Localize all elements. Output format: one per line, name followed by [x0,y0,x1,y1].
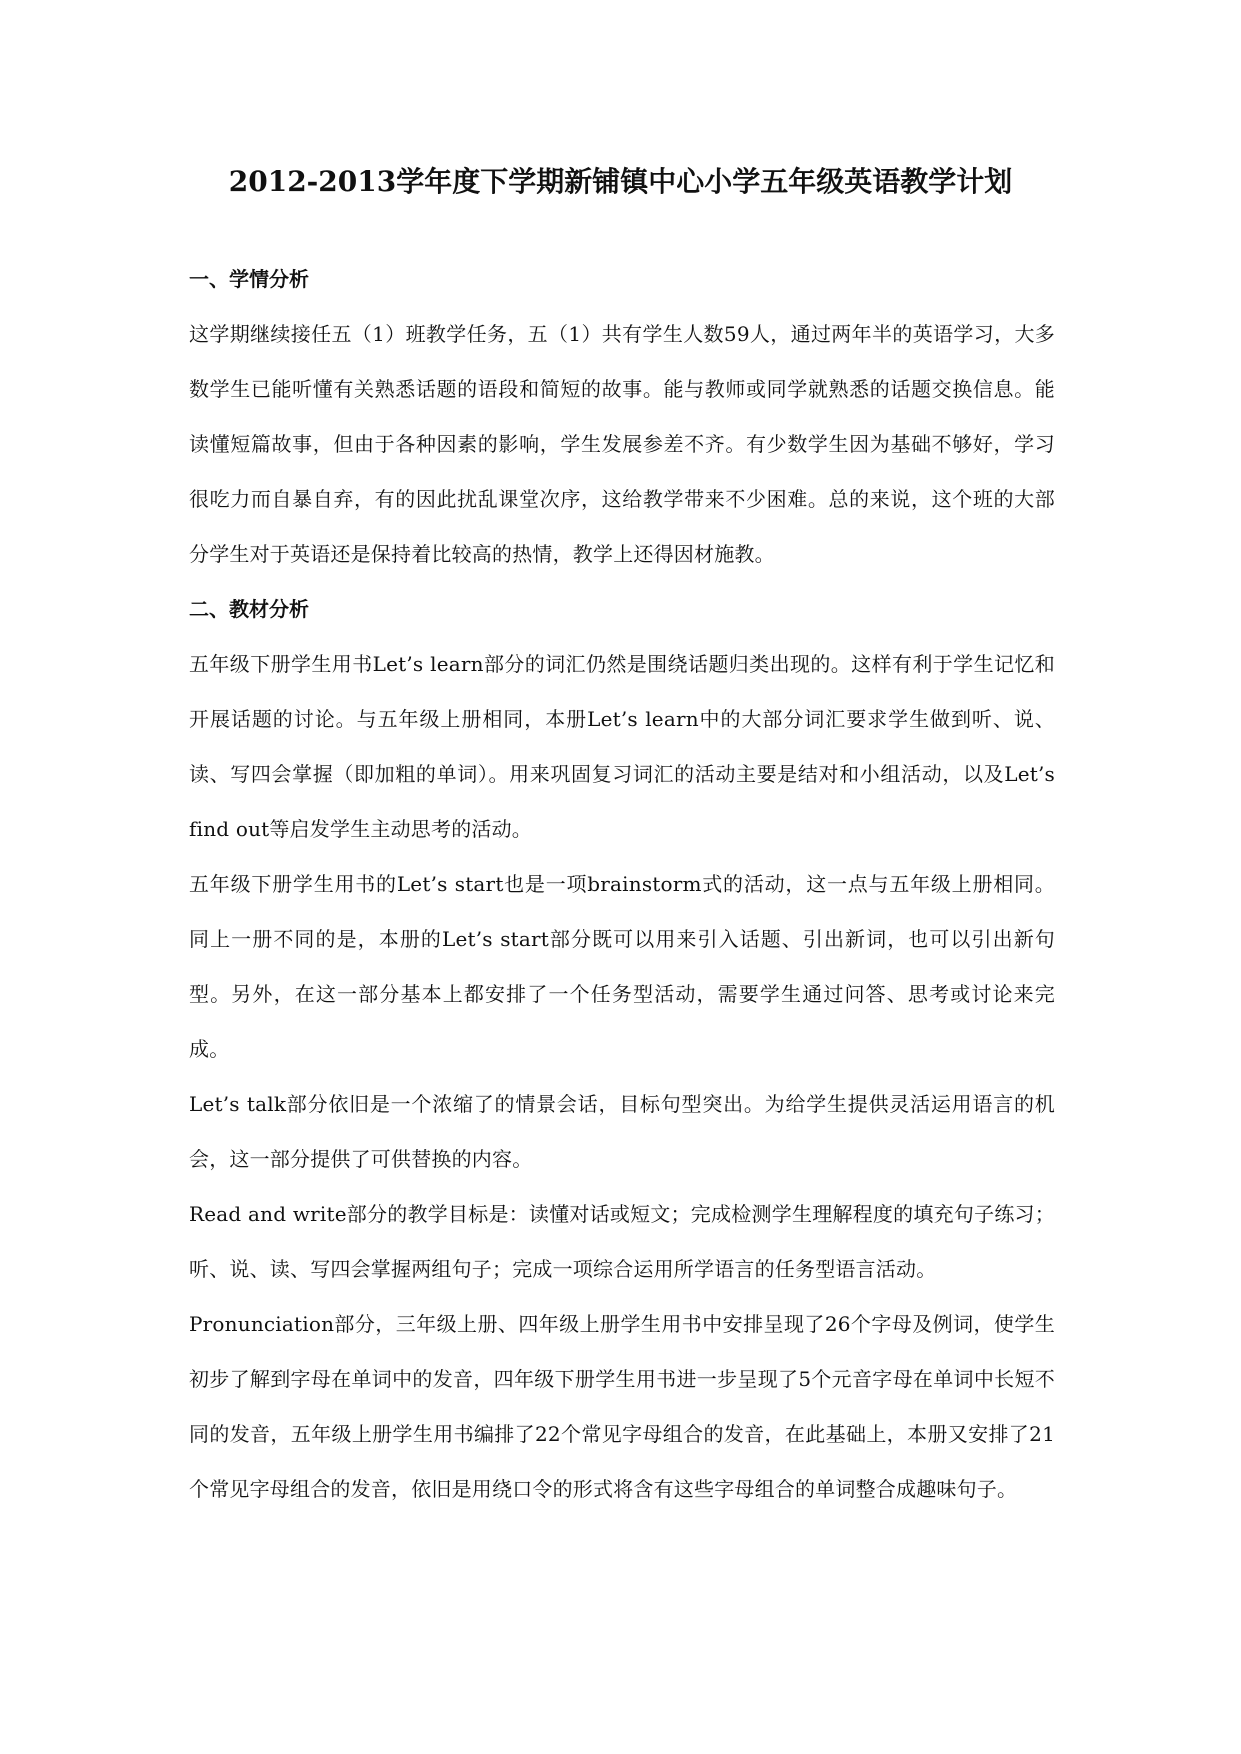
document-body [189,252,1055,1517]
section-heading: 二、教材分析 [189,597,309,621]
paragraph: Pronunciation部分，三年级上册、四年级上册学生用书中安排呈现了26个字母及例词，使学生初步了解到字母在单词中的发音，四年级下册学生用书进一步呈现了5个元音字母在单词中长短不同的发音，五年级上册学生用书编排了22个常见字母组合的发音，在此基础上，本册又安排了21个常见字母组合的发音，依旧是用绕口令的形式将含有这些字母组合的单词整合成趣味句子。 [189,1312,1055,1501]
paragraph: Let’s talk部分依旧是一个浓缩了的情景会话，目标句型突出。为给学生提供灵活运用语言的机会，这一部分提供了可供替换的内容。 [189,1092,1055,1171]
document-title: 2012-2013学年度下学期新铺镇中心小学五年级英语教学计划 [228,165,1013,198]
paragraph: Read and write部分的教学目标是：读懂对话或短文；完成检测学生理解程度的填充句子练习；听、说、读、写四会掌握两组句子；完成一项综合运用所学语言的任务型语言活动。 [189,1202,1055,1281]
paragraph: 这学期继续接任五（1）班教学任务，五（1）共有学生人数59人，通过两年半的英语学习，大多数学生已能听懂有关熟悉话题的语段和简短的故事。能与教师或同学就熟悉的话题交换信息。能读懂短篇故事，但由于各种因素的影响，学生发展参差不齐。有少数学生因为基础不够好，学习很吃力而自暴自弃，有的因此扰乱课堂次序，这给教学带来不少困难。总的来说，这个班的大部分学生对于英语还是保持着比较高的热情，教学上还得因材施教。 [189,322,1055,566]
paragraph: 五年级下册学生用书Let’s learn部分的词汇仍然是围绕话题归类出现的。这样有利于学生记忆和开展话题的讨论。与五年级上册相同，本册Let’s learn中的大部分词汇要求学生做到听、说、读、写四会掌握（即加粗的单词）。用来巩固复习词汇的活动主要是结对和小组活动，以及Let’s find out等启发学生主动思考的活动。 [189,652,1055,841]
section-heading: 一、学情分析 [189,267,309,291]
section-textbook-analysis [189,582,1055,1517]
section-student-analysis [189,252,1055,582]
paragraph: 五年级下册学生用书的Let’s start也是一项brainstorm式的活动，这一点与五年级上册相同。同上一册不同的是，本册的Let’s start部分既可以用来引入话题、引出新词，也可以引出新句型。另外，在这一部分基本上都安排了一个任务型活动，需要学生通过问答、思考或讨论来完成。 [189,872,1055,1061]
